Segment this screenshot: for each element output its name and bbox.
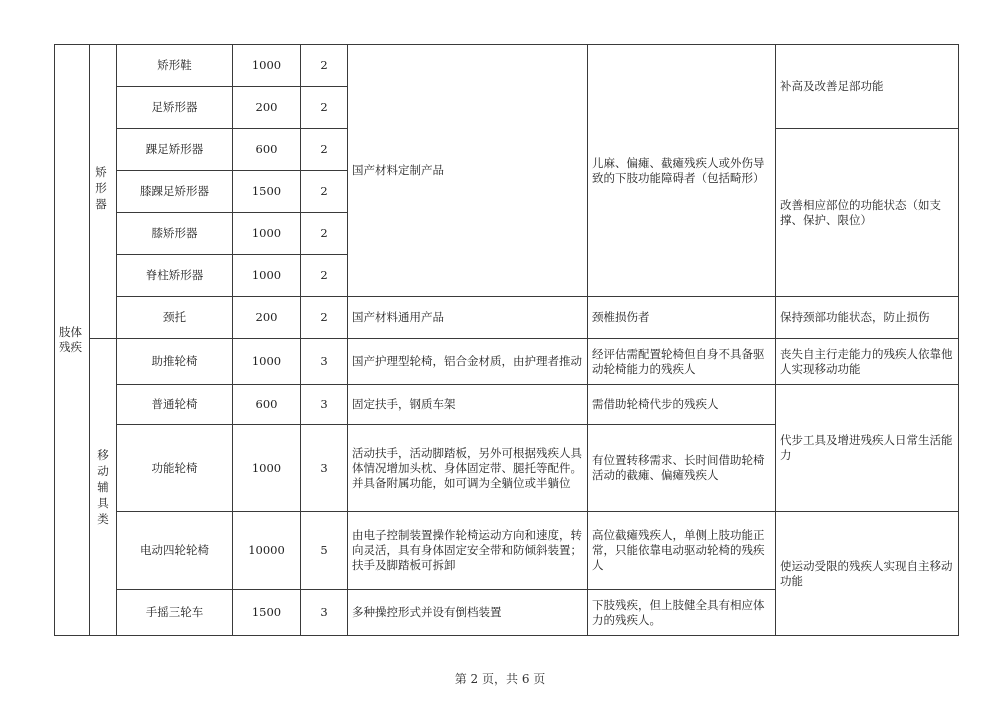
product-years: 3 [301, 339, 348, 385]
target-cell: 有位置转移需求、长时间借助轮椅活动的截瘫、偏瘫残疾人 [588, 425, 776, 512]
target-cell: 下肢残疾，但上肢健全具有相应体力的残疾人。 [588, 590, 776, 636]
page-footer: 第 2 页，共 6 页 [454, 672, 546, 686]
product-years: 3 [301, 425, 348, 512]
product-years: 2 [301, 87, 348, 129]
product-price: 1000 [233, 45, 301, 87]
table-row [55, 297, 959, 339]
product-price: 10000 [233, 512, 301, 590]
table-row [55, 512, 959, 590]
product-name: 助推轮椅 [117, 339, 233, 385]
product-years: 3 [301, 590, 348, 636]
purpose-cell: 改善相应部位的功能状态（如支撑、保护、限位） [776, 129, 959, 297]
table-row [55, 385, 959, 425]
target-cell: 需借助轮椅代步的残疾人 [588, 385, 776, 425]
product-years: 2 [301, 171, 348, 213]
spec-cell: 由电子控制装置操作轮椅运动方向和速度，转向灵活，具有身体固定安全带和防倾斜装置；扶手及脚踏板可拆卸 [348, 512, 588, 590]
product-years: 2 [301, 255, 348, 297]
product-price: 1000 [233, 339, 301, 385]
table-row [55, 45, 959, 87]
product-years: 2 [301, 129, 348, 171]
product-years: 2 [301, 297, 348, 339]
product-name: 膝矫形器 [117, 213, 233, 255]
target-cell: 颈椎损伤者 [588, 297, 776, 339]
subcategory-mobility-label: 移动辅具类 [97, 448, 109, 526]
product-name: 功能轮椅 [117, 425, 233, 512]
target-cell: 儿麻、偏瘫、截瘫残疾人或外伤导致的下肢功能障碍者（包括畸形） [588, 45, 776, 297]
product-price: 600 [233, 129, 301, 171]
product-years: 2 [301, 45, 348, 87]
product-name: 电动四轮轮椅 [117, 512, 233, 590]
purpose-cell: 使运动受限的残疾人实现自主移动功能 [776, 512, 959, 636]
product-price: 600 [233, 385, 301, 425]
product-price: 1500 [233, 590, 301, 636]
product-years: 2 [301, 213, 348, 255]
product-years: 5 [301, 512, 348, 590]
product-name: 脊柱矫形器 [117, 255, 233, 297]
table-row [55, 339, 959, 385]
product-price: 1000 [233, 255, 301, 297]
product-name: 膝踝足矫形器 [117, 171, 233, 213]
spec-cell: 国产材料通用产品 [348, 297, 588, 339]
subcategory-cell [90, 339, 117, 636]
spec-cell: 固定扶手，钢质车架 [348, 385, 588, 425]
product-name: 普通轮椅 [117, 385, 233, 425]
product-price: 1000 [233, 213, 301, 255]
purpose-cell: 代步工具及增进残疾人日常生活能力 [776, 385, 959, 512]
target-cell: 经评估需配置轮椅但自身不具备驱动轮椅能力的残疾人 [588, 339, 776, 385]
product-price: 200 [233, 87, 301, 129]
spec-cell: 活动扶手，活动脚踏板，另外可根据残疾人具体情况增加头枕、身体固定带、腿托等配件。并具备附属功能，如可调为全躺位或半躺位 [348, 425, 588, 512]
subcategory-orthosis-label: 矫形器 [95, 165, 107, 211]
product-price: 1000 [233, 425, 301, 512]
category-cell [55, 45, 90, 636]
category-label: 肢体残疾 [59, 325, 82, 354]
target-cell: 高位截瘫残疾人，单侧上肢功能正常，只能依靠电动驱动轮椅的残疾人 [588, 512, 776, 590]
spec-cell: 国产护理型轮椅，铝合金材质，由护理者推动 [348, 339, 588, 385]
product-name: 足矫形器 [117, 87, 233, 129]
purpose-cell: 补高及改善足部功能 [776, 45, 959, 129]
product-price: 1500 [233, 171, 301, 213]
product-name: 矫形鞋 [117, 45, 233, 87]
assistive-device-table [54, 44, 959, 636]
purpose-cell: 保持颈部功能状态，防止损伤 [776, 297, 959, 339]
product-name: 颈托 [117, 297, 233, 339]
product-price: 200 [233, 297, 301, 339]
product-years: 3 [301, 385, 348, 425]
spec-cell: 国产材料定制产品 [348, 45, 588, 297]
purpose-cell: 丧失自主行走能力的残疾人依靠他人实现移动功能 [776, 339, 959, 385]
product-name: 踝足矫形器 [117, 129, 233, 171]
spec-cell: 多种操控形式并设有倒档装置 [348, 590, 588, 636]
product-name: 手摇三轮车 [117, 590, 233, 636]
